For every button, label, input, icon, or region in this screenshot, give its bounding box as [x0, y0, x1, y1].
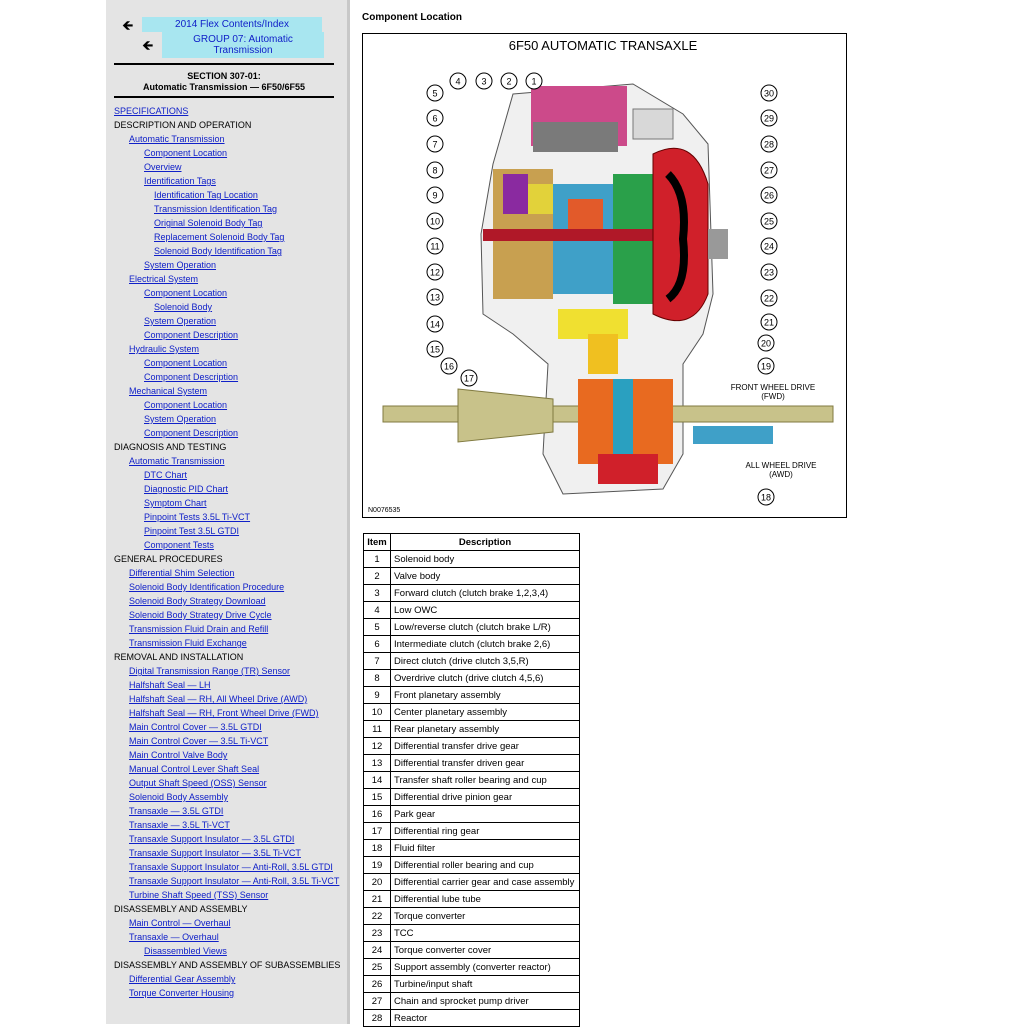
- table-row: [364, 993, 580, 1010]
- callout-number: 30: [763, 88, 775, 99]
- item-number: 8: [364, 670, 391, 687]
- table-row: [364, 670, 580, 687]
- callout-number: 1: [531, 76, 537, 87]
- content-title: Component Location: [362, 12, 462, 23]
- table-row: [364, 806, 580, 823]
- callout-number: 26: [763, 190, 775, 201]
- contents-nav: [122, 16, 322, 33]
- callout-18: [758, 489, 774, 505]
- table-row: [364, 874, 580, 891]
- callout-number: 17: [463, 373, 475, 384]
- callout-number: 12: [429, 267, 441, 278]
- toc-link[interactable]: Halfshaft Seal — LH: [129, 680, 211, 690]
- divider: [114, 63, 334, 65]
- callout-14: [427, 316, 443, 332]
- toc-link[interactable]: Symptom Chart: [144, 498, 207, 508]
- toc-link[interactable]: Component Description: [144, 372, 239, 382]
- item-number: 14: [364, 772, 391, 789]
- toc-link[interactable]: Pinpoint Tests 3.5L Ti-VCT: [144, 512, 251, 522]
- left-arrow-icon[interactable]: 🡸: [142, 36, 154, 53]
- fluid-filter: [598, 454, 658, 484]
- callout-8: [427, 162, 443, 178]
- callout-28: [761, 136, 777, 152]
- item-number: 15: [364, 789, 391, 806]
- item-number: 4: [364, 602, 391, 619]
- callout-25: [761, 213, 777, 229]
- callout-number: 21: [763, 317, 775, 328]
- item-description: Overdrive clutch (drive clutch 4,5,6): [391, 670, 580, 687]
- toc-link[interactable]: Identification Tag Location: [154, 190, 258, 200]
- toc-link[interactable]: Component Location: [144, 288, 228, 298]
- toc-link[interactable]: Solenoid Body Assembly: [129, 792, 229, 802]
- table-row: [364, 925, 580, 942]
- table-of-contents: [114, 104, 342, 1000]
- toc-link[interactable]: Component Location: [144, 400, 228, 410]
- toc-link[interactable]: Original Solenoid Body Tag: [154, 218, 263, 228]
- toc-link[interactable]: Main Control Cover — 3.5L Ti-VCT: [129, 736, 269, 746]
- column-header-description: Description: [391, 534, 580, 551]
- toc-heading: DISASSEMBLY AND ASSEMBLY OF SUBASSEMBLIES: [114, 960, 341, 970]
- drive-pinion: [588, 334, 618, 374]
- item-description: Forward clutch (clutch brake 1,2,3,4): [391, 585, 580, 602]
- callout-number: 14: [429, 319, 441, 330]
- callout-13: [427, 289, 443, 305]
- callout-24: [761, 238, 777, 254]
- item-description: Transfer shaft roller bearing and cup: [391, 772, 580, 789]
- toc-heading: DIAGNOSIS AND TESTING: [114, 442, 227, 452]
- callout-number: 23: [763, 267, 775, 278]
- item-number: 11: [364, 721, 391, 738]
- toc-link[interactable]: Main Control Valve Body: [129, 750, 228, 760]
- callout-12: [427, 264, 443, 280]
- item-number: 10: [364, 704, 391, 721]
- item-number: 3: [364, 585, 391, 602]
- callout-number: 5: [432, 88, 438, 99]
- callout-21: [761, 314, 777, 330]
- table-row: [364, 755, 580, 772]
- contents-index-link[interactable]: 2014 Flex Contents/Index: [142, 17, 322, 32]
- item-number: 16: [364, 806, 391, 823]
- divider: [114, 96, 334, 98]
- callout-3: [476, 73, 492, 89]
- callout-number: 10: [429, 216, 441, 227]
- clutch-purple: [503, 174, 528, 214]
- valve-body: [533, 122, 618, 152]
- toc-link[interactable]: Component Location: [144, 358, 228, 368]
- toc-link[interactable]: Transaxle — 3.5L GTDI: [129, 806, 224, 816]
- item-description: Solenoid body: [391, 551, 580, 568]
- toc-link[interactable]: Transmission Fluid Drain and Refill: [129, 624, 269, 634]
- callout-number: 28: [763, 139, 775, 150]
- table-row: [364, 840, 580, 857]
- table-row: [364, 823, 580, 840]
- table-row: [364, 908, 580, 925]
- item-number: 7: [364, 653, 391, 670]
- item-description: Differential transfer drive gear: [391, 738, 580, 755]
- toc-link[interactable]: Transmission Identification Tag: [154, 204, 278, 214]
- toc-link[interactable]: Transmission Fluid Exchange: [129, 638, 247, 648]
- planetary-orange: [568, 199, 603, 234]
- section-number: SECTION 307-01:: [187, 71, 261, 81]
- parts-table: [363, 533, 580, 1027]
- toc-heading: DISASSEMBLY AND ASSEMBLY: [114, 904, 248, 914]
- callout-number: 3: [481, 76, 487, 87]
- item-description: Reactor: [391, 1010, 580, 1027]
- section-title: [114, 71, 334, 93]
- item-number: 26: [364, 976, 391, 993]
- sidebar-border: [347, 0, 350, 1024]
- item-number: 13: [364, 755, 391, 772]
- item-description: Center planetary assembly: [391, 704, 580, 721]
- differential-center: [613, 379, 633, 464]
- callout-number: 7: [432, 139, 438, 150]
- callout-number: 8: [432, 165, 438, 176]
- callout-number: 18: [760, 492, 772, 503]
- table-row: [364, 942, 580, 959]
- toc-link[interactable]: Solenoid Body Identification Procedure: [129, 582, 285, 592]
- toc-link[interactable]: Solenoid Body Strategy Drive Cycle: [129, 610, 272, 620]
- item-description: Differential ring gear: [391, 823, 580, 840]
- callout-number: 15: [429, 344, 441, 355]
- toc-link[interactable]: System Operation: [144, 414, 217, 424]
- toc-link[interactable]: Main Control — Overhaul: [129, 918, 231, 928]
- callout-23: [761, 264, 777, 280]
- item-number: 12: [364, 738, 391, 755]
- toc-link[interactable]: Automatic Transmission: [129, 134, 225, 144]
- toc-link[interactable]: System Operation: [144, 260, 217, 270]
- item-description: Differential drive pinion gear: [391, 789, 580, 806]
- toc-link[interactable]: Electrical System: [129, 274, 199, 284]
- callout-27: [761, 162, 777, 178]
- toc-link[interactable]: Manual Control Lever Shaft Seal: [129, 764, 260, 774]
- rh-shaft-extension: [693, 426, 773, 444]
- toc-link[interactable]: SPECIFICATIONS: [114, 106, 189, 116]
- toc-link[interactable]: Pinpoint Test 3.5L GTDI: [144, 526, 240, 536]
- table-row: [364, 959, 580, 976]
- callout-9: [427, 187, 443, 203]
- item-description: Intermediate clutch (clutch brake 2,6): [391, 636, 580, 653]
- item-number: 21: [364, 891, 391, 908]
- callout-number: 4: [455, 76, 461, 87]
- toc-link[interactable]: Digital Transmission Range (TR) Sensor: [129, 666, 291, 676]
- toc-link[interactable]: Solenoid Body Identification Tag: [154, 246, 282, 256]
- item-number: 23: [364, 925, 391, 942]
- callout-17: [461, 370, 477, 386]
- toc-link[interactable]: Replacement Solenoid Body Tag: [154, 232, 285, 242]
- item-number: 28: [364, 1010, 391, 1027]
- item-number: 6: [364, 636, 391, 653]
- case-top: [633, 109, 673, 139]
- item-description: Low OWC: [391, 602, 580, 619]
- callout-4: [450, 73, 466, 89]
- toc-link[interactable]: Halfshaft Seal — RH, Front Wheel Drive (FWD): [129, 708, 319, 718]
- toc-heading: GENERAL PROCEDURES: [114, 554, 223, 564]
- toc-link[interactable]: Differential Shim Selection: [129, 568, 235, 578]
- toc-link[interactable]: Transaxle — 3.5L Ti-VCT: [129, 820, 230, 830]
- item-description: Direct clutch (drive clutch 3,5,R): [391, 653, 580, 670]
- item-description: Differential lube tube: [391, 891, 580, 908]
- toc-link[interactable]: DTC Chart: [144, 470, 188, 480]
- item-number: 5: [364, 619, 391, 636]
- group-link[interactable]: GROUP 07: Automatic Transmission: [162, 32, 324, 58]
- callout-number: 6: [432, 113, 438, 124]
- callout-number: 20: [760, 338, 772, 349]
- item-number: 1: [364, 551, 391, 568]
- callout-number: 27: [763, 165, 775, 176]
- toc-link[interactable]: Overview: [144, 162, 182, 172]
- item-number: 20: [364, 874, 391, 891]
- callout-20: [758, 335, 774, 351]
- callout-number: 16: [443, 361, 455, 372]
- table-row: [364, 568, 580, 585]
- toc-link[interactable]: Main Control Cover — 3.5L GTDI: [129, 722, 262, 732]
- item-description: Front planetary assembly: [391, 687, 580, 704]
- toc-link[interactable]: Differential Gear Assembly: [129, 974, 236, 984]
- callout-19: [758, 358, 774, 374]
- toc-link[interactable]: Turbine Shaft Speed (TSS) Sensor: [129, 890, 269, 900]
- toc-heading: REMOVAL AND INSTALLATION: [114, 652, 244, 662]
- toc-link[interactable]: Disassembled Views: [144, 946, 227, 956]
- fwd-label-abbr: (FWD): [761, 392, 785, 401]
- item-description: Chain and sprocket pump driver: [391, 993, 580, 1010]
- callout-number: 2: [506, 76, 512, 87]
- table-row: [364, 619, 580, 636]
- item-description: Fluid filter: [391, 840, 580, 857]
- table-row: [364, 653, 580, 670]
- callout-22: [761, 290, 777, 306]
- callout-number: 29: [763, 113, 775, 124]
- table-row: [364, 551, 580, 568]
- toc-link[interactable]: Torque Converter Housing: [129, 988, 235, 998]
- item-number: 2: [364, 568, 391, 585]
- item-description: Torque converter cover: [391, 942, 580, 959]
- section-name: Automatic Transmission — 6F50/6F55: [142, 82, 306, 92]
- converter-hub: [708, 229, 728, 259]
- item-description: Support assembly (converter reactor): [391, 959, 580, 976]
- toc-link[interactable]: Diagnostic PID Chart: [144, 484, 229, 494]
- transaxle-figure: [362, 33, 847, 518]
- awd-label-abbr: (AWD): [769, 470, 793, 479]
- awd-label: ALL WHEEL DRIVE: [745, 461, 817, 470]
- cv-boot: [458, 389, 553, 442]
- left-arrow-icon[interactable]: 🡸: [122, 16, 134, 33]
- toc-link[interactable]: Transaxle Support Insulator — 3.5L GTDI: [129, 834, 295, 844]
- sidebar: [106, 0, 347, 1024]
- callout-number: 13: [429, 292, 441, 303]
- item-description: Low/reverse clutch (clutch brake L/R): [391, 619, 580, 636]
- toc-link[interactable]: Identification Tags: [144, 176, 216, 186]
- toc-link[interactable]: Transaxle Support Insulator — 3.5L Ti-VCT: [129, 848, 301, 858]
- table-row: [364, 687, 580, 704]
- table-row: [364, 772, 580, 789]
- table-row: [364, 738, 580, 755]
- callout-16: [441, 358, 457, 374]
- callout-number: 11: [430, 241, 440, 252]
- toc-link[interactable]: Hydraulic System: [129, 344, 200, 354]
- table-row: [364, 636, 580, 653]
- item-number: 19: [364, 857, 391, 874]
- toc-link[interactable]: Component Description: [144, 330, 239, 340]
- table-row: [364, 602, 580, 619]
- table-header-row: [364, 534, 580, 551]
- item-description: Park gear: [391, 806, 580, 823]
- item-number: 18: [364, 840, 391, 857]
- item-description: TCC: [391, 925, 580, 942]
- group-nav: [142, 33, 324, 56]
- toc-link[interactable]: System Operation: [144, 316, 217, 326]
- table-row: [364, 721, 580, 738]
- table-row: [364, 704, 580, 721]
- callout-number: 19: [760, 361, 772, 372]
- item-number: 24: [364, 942, 391, 959]
- item-description: Differential roller bearing and cup: [391, 857, 580, 874]
- toc-link[interactable]: Transaxle — Overhaul: [129, 932, 219, 942]
- toc-link[interactable]: Output Shaft Speed (OSS) Sensor: [129, 778, 267, 788]
- callout-number: 22: [763, 293, 775, 304]
- callout-29: [761, 110, 777, 126]
- toc-link[interactable]: Component Description: [144, 428, 239, 438]
- table-row: [364, 976, 580, 993]
- item-description: Differential carrier gear and case assembly: [391, 874, 580, 891]
- toc-link[interactable]: Solenoid Body Strategy Download: [129, 596, 266, 606]
- item-number: 27: [364, 993, 391, 1010]
- callout-1: [526, 73, 542, 89]
- clutch-yellow: [528, 184, 553, 214]
- item-description: Torque converter: [391, 908, 580, 925]
- callout-6: [427, 110, 443, 126]
- item-description: Valve body: [391, 568, 580, 585]
- item-description: Turbine/input shaft: [391, 976, 580, 993]
- callout-15: [427, 341, 443, 357]
- callout-number: 25: [763, 216, 775, 227]
- toc-link[interactable]: Transaxle Support Insulator — Anti-Roll, 3.5L GTDI: [129, 862, 333, 872]
- callout-10: [427, 213, 443, 229]
- item-number: 25: [364, 959, 391, 976]
- callout-number: 24: [763, 241, 775, 252]
- item-description: Rear planetary assembly: [391, 721, 580, 738]
- toc-link[interactable]: Mechanical System: [129, 386, 208, 396]
- item-description: Differential transfer driven gear: [391, 755, 580, 772]
- item-number: 17: [364, 823, 391, 840]
- toc-link[interactable]: Transaxle Support Insulator — Anti-Roll, 3.5L Ti-VCT: [129, 876, 340, 886]
- callout-26: [761, 187, 777, 203]
- fwd-label: FRONT WHEEL DRIVE: [730, 383, 816, 392]
- item-number: 22: [364, 908, 391, 925]
- toc-link[interactable]: Component Location: [144, 148, 228, 158]
- column-header-item: Item: [364, 534, 391, 551]
- table-row: [364, 789, 580, 806]
- figure-title: 6F50 AUTOMATIC TRANSAXLE: [508, 38, 698, 53]
- item-number: 9: [364, 687, 391, 704]
- callout-11: [427, 238, 443, 254]
- table-row: [364, 891, 580, 908]
- toc-heading: DESCRIPTION AND OPERATION: [114, 120, 252, 130]
- figure-code: N0076535: [368, 507, 401, 514]
- callout-5: [427, 85, 443, 101]
- toc-link[interactable]: Component Tests: [144, 540, 214, 550]
- callout-number: 9: [432, 190, 438, 201]
- toc-link[interactable]: Halfshaft Seal — RH, All Wheel Drive (AWD): [129, 694, 308, 704]
- callout-2: [501, 73, 517, 89]
- callout-7: [427, 136, 443, 152]
- table-row: [364, 585, 580, 602]
- toc-link[interactable]: Automatic Transmission: [129, 456, 225, 466]
- transaxle-cross-section: [363, 34, 848, 519]
- callout-30: [761, 85, 777, 101]
- table-row: [364, 857, 580, 874]
- toc-link[interactable]: Solenoid Body: [154, 302, 213, 312]
